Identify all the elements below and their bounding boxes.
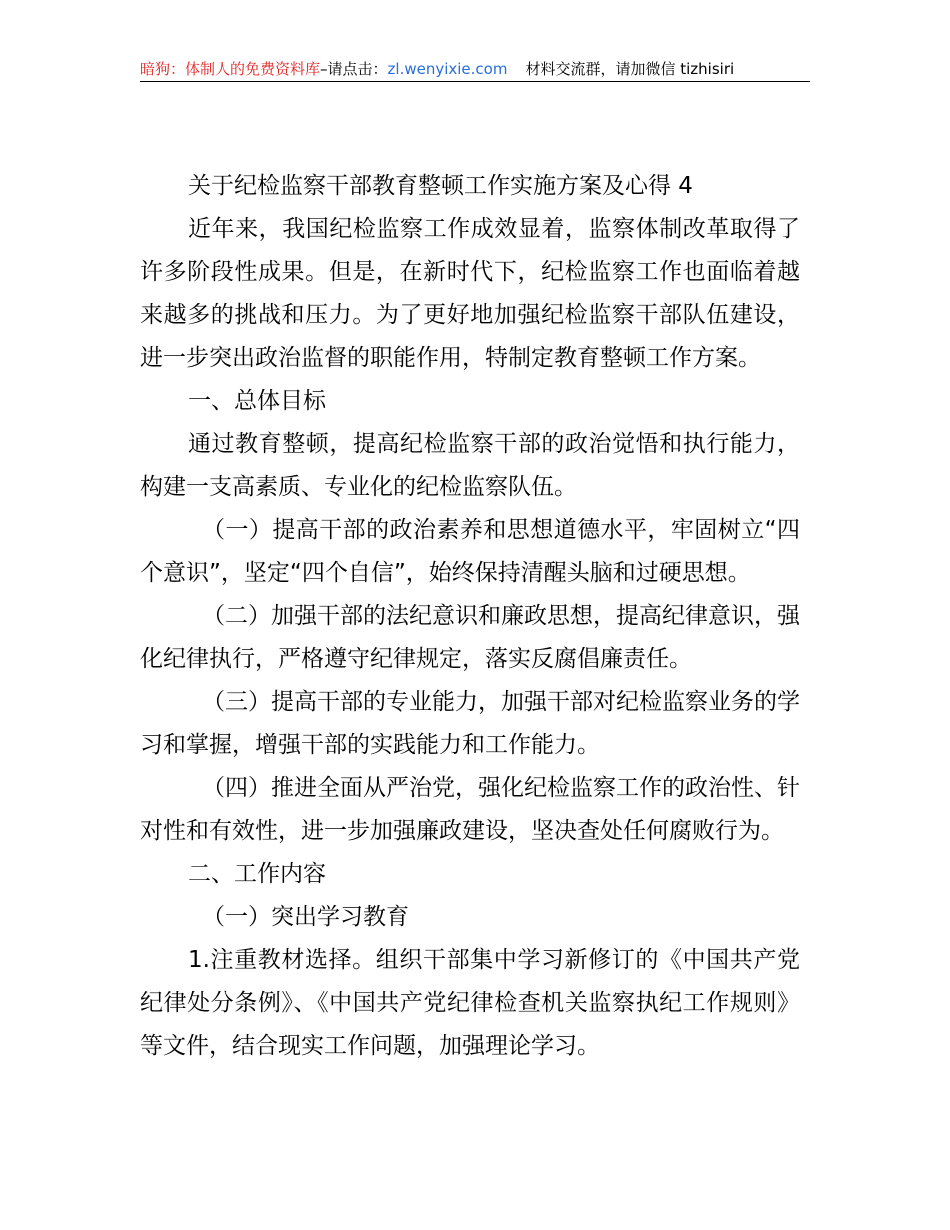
paragraph-intro: 近年来，我国纪检监察工作成效显着，监察体制改革取得了许多阶段性成果。但是，在新时代下，纪检监察工作也面临着越来越多的挑战和压力。为了更好地加强纪检监察干部队伍建设，进一步突出政治监督的职能作用，特制定教育整顿工作方案。 [140, 216, 800, 371]
header-url-link[interactable]: zl.wenyixie.com [387, 60, 508, 78]
header-wechat-group: 材料交流群，请加微信 tizhisiri [525, 60, 735, 78]
header-prompt: –请点击： [320, 60, 388, 78]
paragraph-goal-2: （二）加强干部的法纪意识和廉政思想，提高纪律意识，强化纪律执行，严格遵守纪律规定，落实反腐倡廉责任。 [140, 603, 800, 672]
paragraph-goal-1: （一）提高干部的政治素养和思想道德水平，牢固树立“四个意识”，坚定“四个自信”，始终保持清醒头脑和过硬思想。 [140, 517, 800, 586]
subsection-heading-study: （一）突出学习教育 [202, 904, 409, 930]
page-header [140, 58, 810, 80]
paragraph-goals: 通过教育整顿，提高纪检监察干部的政治觉悟和执行能力，构建一支高素质、专业化的纪检监察队伍。 [140, 431, 800, 500]
paragraph-goal-3: （三）提高干部的专业能力，加强干部对纪检监察业务的学习和掌握，增强干部的实践能力和工作能力。 [140, 689, 800, 758]
document-title: 关于纪检监察干部教育整顿工作实施方案及心得 4 [188, 173, 693, 199]
header-brand: 暗狗：体制人的免费资料库 [140, 60, 321, 78]
section-heading-content: 二、工作内容 [188, 861, 326, 887]
header-divider [140, 81, 810, 82]
section-heading-goals: 一、总体目标 [188, 388, 326, 414]
paragraph-materials: 1.注重教材选择。组织干部集中学习新修订的《中国共产党纪律处分条例》、《中国共产党纪律检查机关监察执纪工作规则》等文件，结合现实工作问题，加强理论学习。 [140, 947, 800, 1059]
paragraph-goal-4: （四）推进全面从严治党，强化纪检监察工作的政治性、针对性和有效性，进一步加强廉政建设，坚决查处任何腐败行为。 [140, 775, 800, 844]
document-body [140, 165, 800, 1068]
